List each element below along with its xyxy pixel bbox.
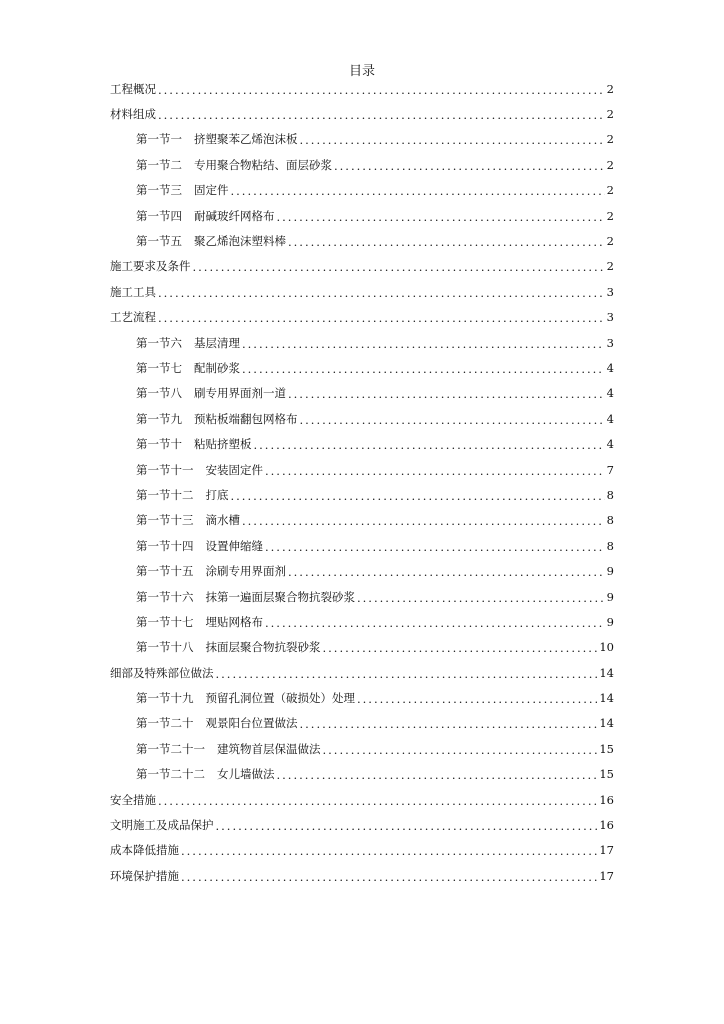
toc-entry-page: 8: [606, 513, 614, 528]
toc-leader-dots: [300, 133, 605, 147]
toc-leader-dots: [277, 768, 598, 782]
toc-entry[interactable]: [110, 152, 614, 177]
toc-entry[interactable]: [110, 584, 614, 609]
toc-entry-section: 第一节十八: [136, 640, 194, 655]
toc-entry-text: 埋贴网格布: [205, 614, 263, 629]
toc-entry[interactable]: [110, 431, 614, 456]
toc-leader-dots: [158, 108, 605, 122]
toc-leader-dots: [265, 464, 605, 478]
toc-leader-dots: [357, 692, 597, 706]
toc-entry[interactable]: [110, 355, 614, 380]
toc-leader-dots: [193, 260, 605, 274]
toc-entry-text: 固定件: [194, 183, 229, 198]
toc-leader-dots: [323, 743, 598, 757]
toc-entry-text: 抹面层聚合物抗裂砂浆: [205, 640, 321, 655]
toc-entry-page: 4: [606, 386, 614, 401]
toc-entry-text: 粘贴挤塑板: [194, 437, 252, 452]
toc-entry-text: 设置伸缩缝: [205, 538, 263, 553]
toc-entry-text: 刷专用界面剂一道: [194, 386, 286, 401]
toc-entry-page: 8: [606, 538, 614, 553]
toc-entry-page: 3: [606, 335, 614, 350]
toc-entry-section: 第一节十五: [136, 564, 194, 579]
toc-entry-section: 第一节十一: [136, 462, 194, 477]
toc-entry-section: 第一节四: [136, 208, 182, 223]
toc-entry[interactable]: [110, 305, 614, 330]
toc-entry-page: 16: [599, 818, 614, 833]
toc-entry-text: 预留孔洞位置（破损处）处理: [205, 691, 355, 706]
toc-entry-text: 施工工具: [110, 284, 156, 299]
toc-leader-dots: [265, 540, 605, 554]
toc-entry[interactable]: [110, 762, 614, 787]
toc-entry[interactable]: [110, 863, 614, 888]
toc-leader-dots: [158, 83, 605, 97]
toc-leader-dots: [254, 438, 605, 452]
toc-entry-page: 16: [599, 792, 614, 807]
toc-entry-text: 涂刷专用界面剂: [205, 564, 286, 579]
toc-entry-page: 7: [606, 462, 614, 477]
toc-entry[interactable]: [110, 609, 614, 634]
toc-entry-page: 17: [599, 868, 614, 883]
toc-entry-section: 第一节十四: [136, 538, 194, 553]
toc-entry[interactable]: [110, 508, 614, 533]
toc-leader-dots: [158, 311, 605, 325]
toc-entry-section: 第一节十六: [136, 589, 194, 604]
toc-entry-page: 9: [606, 564, 614, 579]
toc-leader-dots: [300, 717, 598, 731]
toc-entry-text: 施工要求及条件: [110, 259, 191, 274]
toc-entry-text: 耐碱玻纤网格布: [194, 208, 275, 223]
toc-entry-page: 14: [599, 665, 614, 680]
toc-entry[interactable]: [110, 381, 614, 406]
toc-entry-page: 4: [606, 437, 614, 452]
toc-leader-dots: [288, 565, 605, 579]
toc-leader-dots: [300, 413, 605, 427]
toc-entry[interactable]: [110, 178, 614, 203]
toc-leader-dots: [242, 514, 605, 528]
toc-entry-text: 滴水槽: [205, 513, 240, 528]
toc-entry-page: 9: [606, 614, 614, 629]
toc-entry-section: 第一节八: [136, 386, 182, 401]
toc-entry-page: 17: [599, 843, 614, 858]
toc-leader-dots: [158, 794, 597, 808]
toc-title: 目录: [348, 64, 375, 79]
toc-entry[interactable]: [110, 635, 614, 660]
toc-leader-dots: [158, 286, 605, 300]
toc-entry[interactable]: [110, 558, 614, 583]
toc-entry-page: 2: [606, 183, 614, 198]
toc-leader-dots: [242, 362, 605, 376]
toc-entry-page: 2: [606, 234, 614, 249]
toc-entry-page: 3: [606, 284, 614, 299]
toc-entry-text: 工艺流程: [110, 310, 156, 325]
toc-entry-section: 第一节六: [136, 335, 182, 350]
toc-entry-text: 聚乙烯泡沫塑料棒: [194, 234, 286, 249]
toc-entry-text: 建筑物首层保温做法: [217, 741, 321, 756]
toc-entry-page: 14: [599, 716, 614, 731]
toc-entry[interactable]: [110, 685, 614, 710]
toc-entry-text: 专用聚合物粘结、面层砂浆: [194, 157, 332, 172]
toc-entry-text: 材料组成: [110, 107, 156, 122]
toc-entry-section: 第一节十九: [136, 691, 194, 706]
toc-entry-section: 第一节十: [136, 437, 182, 452]
toc-entry-page: 14: [599, 691, 614, 706]
toc-entry-text: 安全措施: [110, 792, 156, 807]
toc-entry-text: 女儿墙做法: [217, 767, 275, 782]
toc-entry-section: 第一节二十: [136, 716, 194, 731]
toc-entry-section: 第一节七: [136, 360, 182, 375]
toc-entry-page: 4: [606, 411, 614, 426]
toc-entry-text: 基层清理: [194, 335, 240, 350]
toc-entry-page: 15: [599, 767, 614, 782]
toc-entry[interactable]: [110, 228, 614, 253]
toc-leader-dots: [334, 159, 605, 173]
toc-entry-page: 3: [606, 310, 614, 325]
toc-entry[interactable]: [110, 279, 614, 304]
toc-leader-dots: [216, 667, 598, 681]
toc-entry[interactable]: [110, 660, 614, 685]
toc-entry[interactable]: [110, 254, 614, 279]
toc-entry[interactable]: [110, 203, 614, 228]
toc-leader-dots: [181, 870, 597, 884]
toc-entry[interactable]: [110, 101, 614, 126]
toc-entry[interactable]: [110, 736, 614, 761]
toc-entry-section: 第一节一: [136, 132, 182, 147]
toc-entry-page: 10: [599, 640, 614, 655]
table-of-contents: [110, 76, 614, 889]
toc-entry-section: 第一节十七: [136, 614, 194, 629]
toc-entry-text: 配制砂浆: [194, 360, 240, 375]
toc-leader-dots: [231, 184, 605, 198]
toc-leader-dots: [288, 235, 605, 249]
toc-entry-page: 4: [606, 360, 614, 375]
toc-entry-section: 第一节三: [136, 183, 182, 198]
toc-entry[interactable]: [110, 838, 614, 863]
toc-entry[interactable]: [110, 787, 614, 812]
toc-entry-text: 预粘板端翻包网格布: [194, 411, 298, 426]
toc-entry-text: 环境保护措施: [110, 868, 179, 883]
toc-entry-page: 9: [606, 589, 614, 604]
toc-entry-text: 细部及特殊部位做法: [110, 665, 214, 680]
toc-entry-page: 2: [606, 81, 614, 96]
toc-entry-text: 打底: [205, 487, 229, 502]
toc-entry-section: 第一节二: [136, 157, 182, 172]
toc-leader-dots: [323, 641, 598, 655]
toc-entry-section: 第一节十二: [136, 487, 194, 502]
toc-entry-page: 2: [606, 132, 614, 147]
toc-entry-text: 观景阳台位置做法: [205, 716, 298, 731]
toc-leader-dots: [231, 489, 605, 503]
toc-leader-dots: [357, 591, 605, 605]
toc-entry-page: 2: [606, 259, 614, 274]
toc-entry-section: 第一节十三: [136, 513, 194, 528]
toc-entry-text: 文明施工及成品保护: [110, 818, 214, 833]
toc-entry[interactable]: [110, 812, 614, 837]
toc-entry-text: 安装固定件: [205, 462, 263, 477]
toc-entry[interactable]: [110, 482, 614, 507]
toc-leader-dots: [288, 387, 605, 401]
toc-entry-page: 15: [599, 741, 614, 756]
toc-entry-section: 第一节五: [136, 234, 182, 249]
toc-entry[interactable]: [110, 330, 614, 355]
toc-entry[interactable]: [110, 457, 614, 482]
toc-entry-text: 工程概况: [110, 81, 156, 96]
toc-leader-dots: [242, 337, 605, 351]
toc-entry-section: 第一节二十一: [136, 741, 205, 756]
toc-entry-section: 第一节二十二: [136, 767, 205, 782]
toc-leader-dots: [216, 819, 598, 833]
toc-entry-page: 2: [606, 157, 614, 172]
toc-entry-section: 第一节九: [136, 411, 182, 426]
toc-leader-dots: [277, 210, 605, 224]
toc-entry[interactable]: [110, 127, 614, 152]
toc-entry[interactable]: [110, 533, 614, 558]
toc-leader-dots: [181, 844, 597, 858]
toc-entry-page: 2: [606, 107, 614, 122]
toc-entry-page: 8: [606, 487, 614, 502]
toc-entry-text: 成本降低措施: [110, 843, 179, 858]
toc-entry[interactable]: [110, 76, 614, 101]
toc-entry-text: 抹第一遍面层聚合物抗裂砂浆: [205, 589, 355, 604]
toc-entry[interactable]: [110, 406, 614, 431]
toc-leader-dots: [265, 616, 605, 630]
toc-entry-page: 2: [606, 208, 614, 223]
toc-entry-text: 挤塑聚苯乙烯泡沫板: [194, 132, 298, 147]
toc-entry[interactable]: [110, 711, 614, 736]
